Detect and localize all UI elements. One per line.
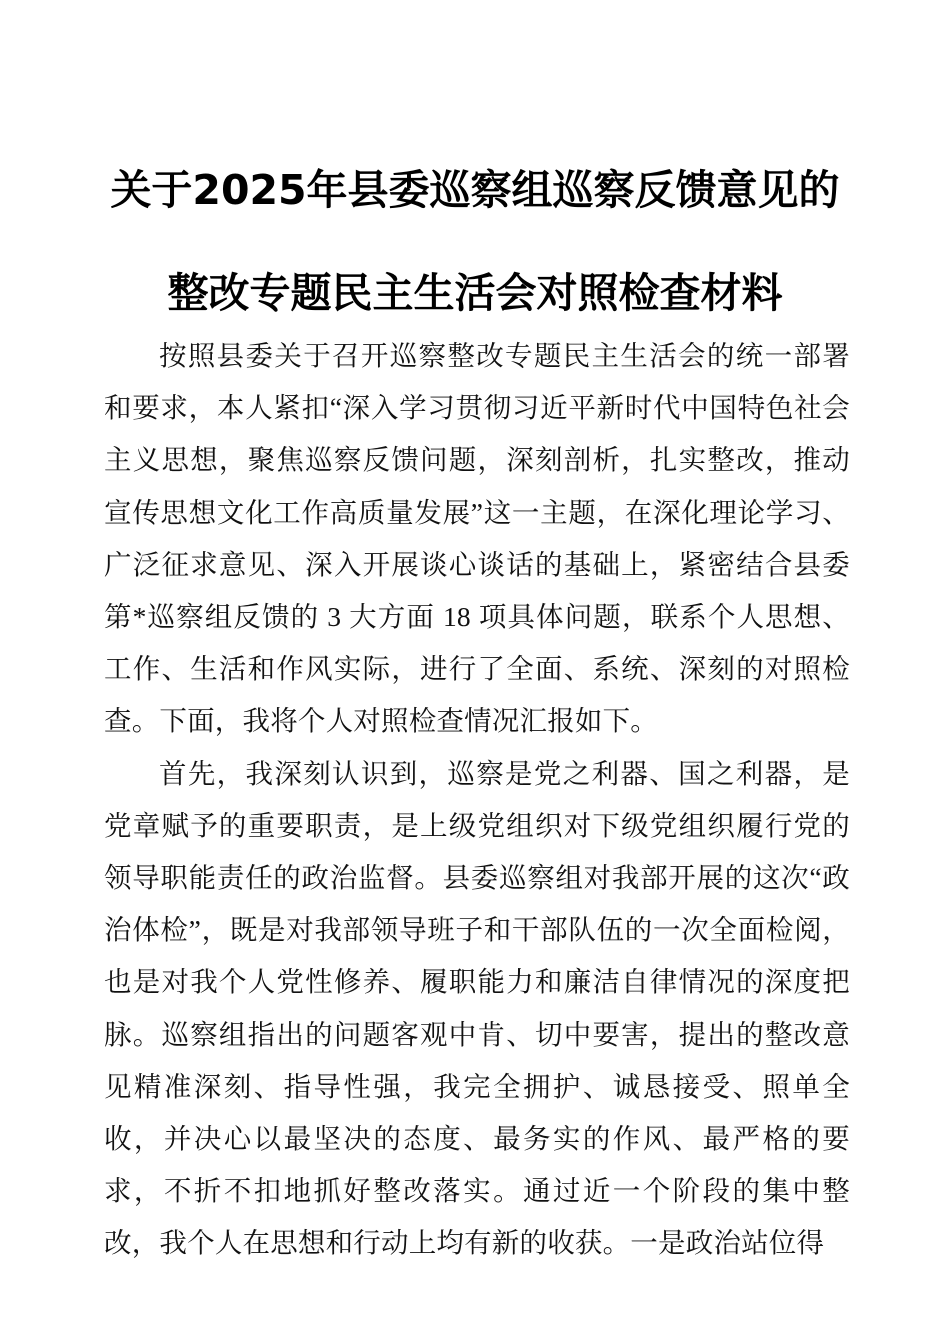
document-body <box>104 330 850 1270</box>
page-title: 关于2025年县委巡察组巡察反馈意见的整改专题民主生活会对照检查材料 <box>110 166 840 318</box>
body-paragraph: 首先，我深刻认识到，巡察是党之利器、国之利器，是党章赋予的重要职责，是上级党组织对下级党组织履行党的领导职能责任的政治监督。县委巡察组对我部开展的这次“政治体检”，既是对我部领导班子和干部队伍的一次全面检阅，也是对我个人党性修养、履职能力和廉洁自律情况的深度把脉。巡察组指出的问题客观中肯、切中要害，提出的整改意见精准深刻、指导性强，我完全拥护、诚恳接受、照单全收，并决心以最坚决的态度、最务实的作风、最严格的要求，不折不扣地抓好整改落实。通过近一个阶段的集中整改，我个人在思想和行动上均有新的收获。一是政治站位得 <box>104 757 850 1259</box>
body-paragraph: 按照县委关于召开巡察整改专题民主生活会的统一部署和要求，本人紧扣“深入学习贯彻习近平新时代中国特色社会主义思想，聚焦巡察反馈问题，深刻剖析，扎实整改，推动宣传思想文化工作高质量发展”这一主题，在深化理论学习、广泛征求意见、深入开展谈心谈话的基础上，紧密结合县委第*巡察组反馈的 3 大方面 18 项具体问题，联系个人思想、工作、生活和作风实际，进行了全面、系统、深刻的对照检查。下面，我将个人对照检查情况汇报如下。 <box>104 340 850 737</box>
